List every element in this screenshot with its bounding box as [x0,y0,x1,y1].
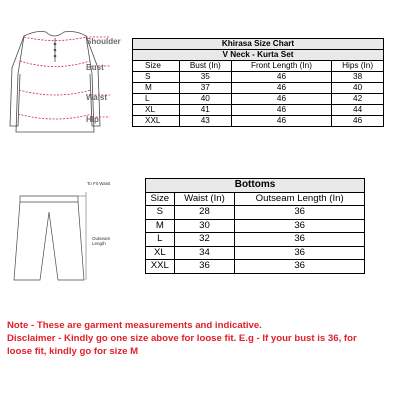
table-header-row [133,61,384,72]
waist-label: Waist [86,93,108,102]
table-row [146,260,365,274]
table-cell: L [133,94,180,105]
table-cell: 43 [179,116,231,127]
table-cell: 46 [231,116,331,127]
table-cell: 36 [235,246,365,260]
table-cell: S [133,72,180,83]
table-row [146,233,365,247]
table-cell: 46 [231,83,331,94]
table-row [133,116,384,127]
table-cell: 46 [231,105,331,116]
table-cell: 41 [179,105,231,116]
table-header-row [146,192,365,206]
table-cell: 36 [174,260,235,274]
table-cell: XL [133,105,180,116]
table-cell: M [133,83,180,94]
table-cell: 32 [174,233,235,247]
column-header: Outseam Length (In) [235,192,365,206]
column-header: Front Length (In) [231,61,331,72]
table-cell: XL [146,246,175,260]
table-cell: 37 [179,83,231,94]
table-row [146,206,365,220]
table-row [133,94,384,105]
table-cell: 36 [235,206,365,220]
chart-title: Khirasa Size Chart [133,39,384,50]
table-row [133,105,384,116]
kurta-size-chart [132,38,384,127]
table-row [133,72,384,83]
table-cell: 34 [174,246,235,260]
table-cell: 36 [235,260,365,274]
shoulder-label: Shoulder [86,37,121,46]
table-cell: 35 [179,72,231,83]
table-cell: S [146,206,175,220]
table-cell: 40 [332,83,384,94]
outseam-label-line2: Length [92,241,106,246]
note-text: Note - These are garment measurements and indicative. [7,320,262,331]
disclaimer-text-line2: loose fit, kindly go for size M [7,346,139,357]
table-cell: 46 [332,116,384,127]
chart-subtitle: V Neck - Kurta Set [133,50,384,61]
column-header: Bust (In) [179,61,231,72]
hip-label: Hip [86,115,99,124]
table-cell: 44 [332,105,384,116]
column-header: Size [146,192,175,206]
table-cell: XXL [133,116,180,127]
table-cell: 28 [174,206,235,220]
table-title-row [133,39,384,50]
table-row [146,246,365,260]
table-subtitle-row [133,50,384,61]
bottoms-title: Bottoms [146,179,365,193]
table-cell: 30 [174,219,235,233]
to-fit-waist-label: To Fit Waist [87,181,111,186]
table-cell: 40 [179,94,231,105]
table-cell: XXL [146,260,175,274]
bust-label: Bust [86,63,104,72]
bottoms-size-chart [145,178,365,274]
column-header: Waist (In) [174,192,235,206]
table-row [146,219,365,233]
column-header: Hips (In) [332,61,384,72]
table-cell: 38 [332,72,384,83]
table-cell: 36 [235,219,365,233]
table-title-row [146,179,365,193]
outseam-label-line1: Outseam [92,236,111,241]
column-header: Size [133,61,180,72]
table-cell: L [146,233,175,247]
table-row [133,83,384,94]
table-cell: 36 [235,233,365,247]
table-cell: M [146,219,175,233]
table-cell: 42 [332,94,384,105]
table-cell: 46 [231,94,331,105]
table-cell: 46 [231,72,331,83]
pants-illustration [6,176,131,288]
disclaimer-text-line1: Disclaimer - Kindly go one size above for loose fit. E.g - If your bust is 36, for [7,333,357,344]
